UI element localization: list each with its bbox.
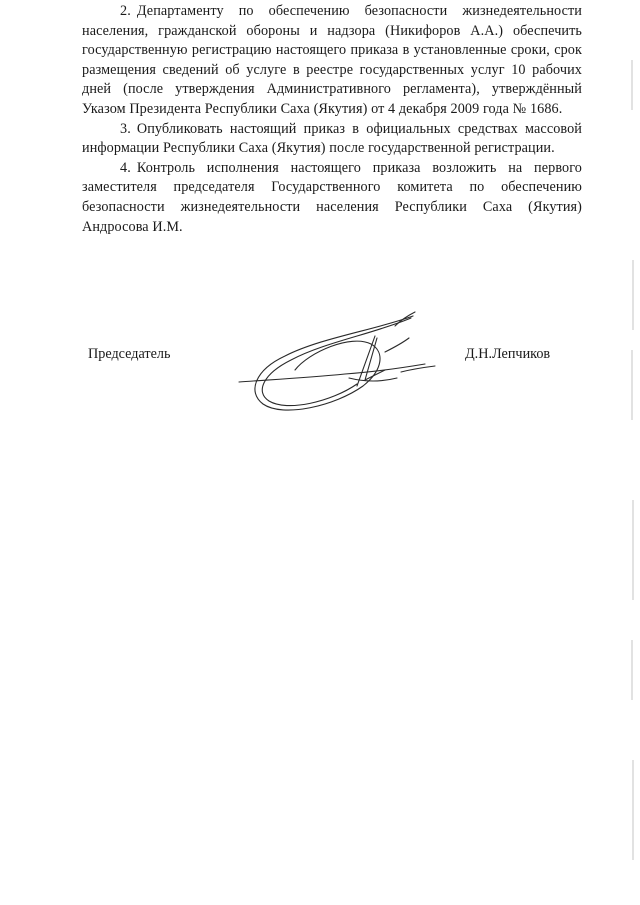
paragraph-text: Опубликовать настоящий приказ в официальных средствах массовой информации Республики Саха (Якутия) после государственной регистрации. — [82, 120, 582, 157]
paragraph-number: 3. — [120, 120, 131, 137]
paragraph-3 — [82, 120, 582, 159]
scan-edge-marks — [628, 0, 638, 905]
document-body — [82, 2, 582, 237]
paragraph-4 — [82, 159, 582, 237]
signatory-title: Председатель — [88, 346, 171, 362]
paragraph-number: 2. — [120, 3, 131, 19]
paragraph-number: 4. — [120, 159, 131, 176]
signature-block — [82, 346, 582, 370]
paragraph-2 — [82, 2, 582, 120]
paragraph-text: Департаменту по обеспечению безопасности жизнедеятельности населения, гражданской обороны и надзора (Никифоров А.А.) обеспечить государственную регистрацию настоящего приказа в установленные сроки, срок размещения сведений об услуге в реестре государственных услуг 10 рабочих дней (после утверждения Административного регламента), утверждённый Указом Президента Республики Саха (Якутия) от 4 декабря 2009 года № 1686. — [82, 3, 582, 117]
paragraph-text: Контроль исполнения настоящего приказа возложить на первого заместителя председателя Государственного комитета по обеспечению безопасности жизнедеятельности населения Республики Саха (Якутия) Андросова И.М. — [82, 159, 582, 235]
signatory-name: Д.Н.Лепчиков — [465, 346, 551, 362]
